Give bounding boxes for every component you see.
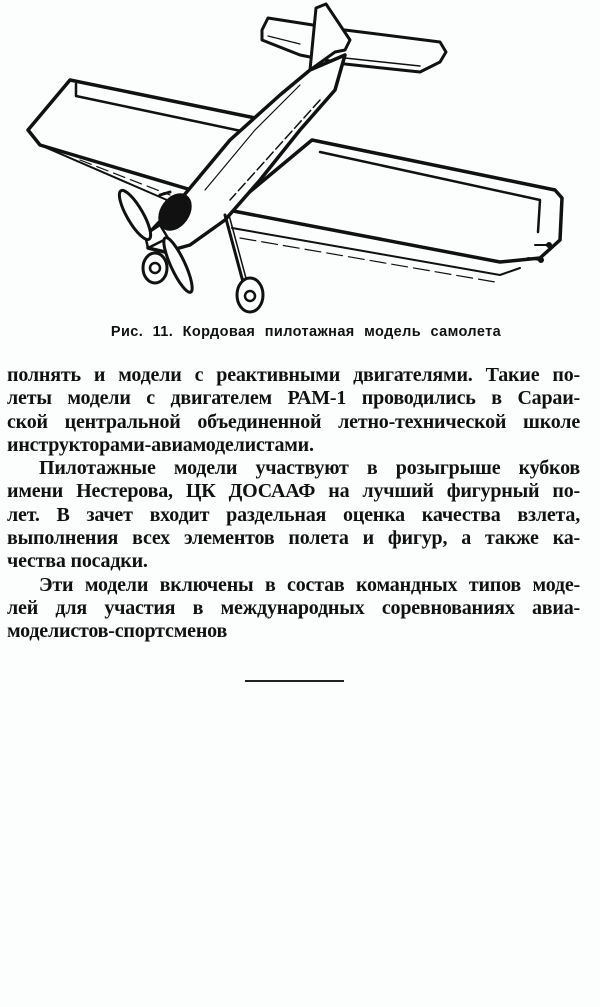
paragraph-2	[7, 457, 580, 573]
text-line: Эти модели включены в состав командных типов моде-	[39, 573, 580, 596]
text-line: выполнения всех элементов полета и фигур, а также ка-	[7, 527, 580, 550]
airplane-model-icon	[0, 0, 600, 315]
text-line: лей для участия в международных соревнованиях авиа-	[7, 596, 580, 619]
text-line: чества посадки.	[7, 550, 148, 573]
section-divider	[245, 680, 344, 682]
body-text	[7, 364, 580, 644]
text-line: ской центральной объединенной летно-технической школе	[7, 410, 580, 433]
text-line: моделистов-спортсменов	[7, 620, 228, 643]
text-line: Пилотажные модели участвуют в розыгрыше кубков	[39, 457, 580, 480]
paragraph-3	[7, 574, 580, 644]
figure-caption: Рис. 11. Кордовая пилотажная модель самолета	[110, 324, 502, 340]
airplane-figure	[0, 0, 600, 315]
paragraph-1	[7, 364, 580, 457]
text-line: инструкторами-авиамоделистами.	[7, 433, 314, 456]
text-line: полнять и модели с реактивными двигателями. Такие по-	[7, 364, 580, 386]
text-line: имени Нестерова, ЦК ДОСААФ на лучший фигурный по-	[7, 480, 580, 503]
text-line: лет. В зачет входит раздельная оценка качества взлета,	[7, 503, 580, 526]
text-line: леты модели с двигателем РАМ-1 проводились в Сараи-	[7, 387, 580, 410]
